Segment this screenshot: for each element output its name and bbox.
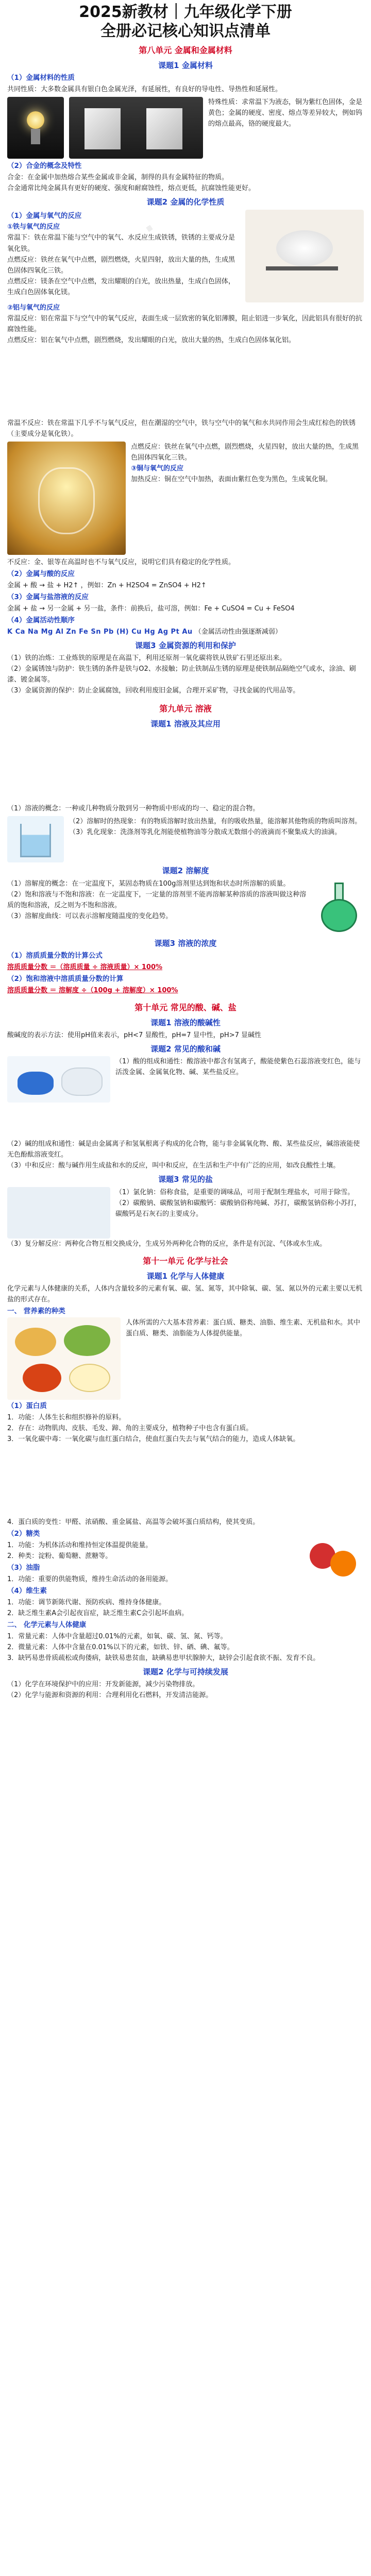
paragraph: 1．功能：为机体活动和维持恒定体温提供能量。 [7,1541,153,1549]
paragraph: （2）化学与能源和资源的利用：合理利用化石燃料，开发清洁能源。 [7,1691,213,1700]
food-photo [7,1317,121,1400]
fruit-photo [302,1528,364,1584]
flask-illustration [315,878,364,935]
paragraph: 点燃反应：铁丝在氧气中点燃，剧烈燃烧，火星四射，放出大量的热，生成黑色固体四氧化三铁。 [7,256,235,275]
salt-photo [7,1187,110,1239]
section-heading: 二、 化学元素与人体健康 [7,1620,87,1629]
figure-row [7,1056,364,1103]
document-title [7,0,364,41]
section-heading: （2）金属与酸的反应 [7,569,75,578]
unit-8-lesson-3: 课题3 金属资源的利用和保护 [135,640,236,650]
paragraph: 4．蛋白质的变性：甲醛、浓硝酸、重金属盐、高温等会破坏蛋白质结构，使其变质。 [7,1518,260,1526]
paragraph: 3．缺钙易患骨质疏松或佝偻病，缺铁易患贫血，缺碘易患甲状腺肿大，缺锌会引起食欲不振、发育不良。 [7,1654,320,1662]
paragraph: 2．微量元素：人体中含量在0.01%以下的元素，如铁、锌、硒、碘、氟等。 [7,1643,234,1651]
paragraph: 2．种类：淀粉、葡萄糖、蔗糖等。 [7,1552,112,1560]
paragraph: 常温下：铁在常温下能与空气中的氧气、水反应生成铁锈，铁锈的主要成分是氧化铁。 [7,234,235,253]
paragraph: 2．存在：动物肌肉、皮肤、毛发、蹄、角的主要成分，植物种子中也含有蛋白质。 [7,1424,253,1432]
paragraph: 点燃反应：铁丝在氧气中点燃，剧烈燃烧，火星四射，放出大量的热，生成黑色固体四氧化三铁。 [131,443,359,462]
section-heading: （4）金属活动性顺序 [7,616,75,624]
paragraph: 3．一氧化碳中毒：一氧化碳与血红蛋白结合，使血红蛋白失去与氧气结合的能力，造成人体缺氧。 [7,1435,300,1443]
title-line-1: 2025新教材｜九年级化学下册 [79,3,292,21]
unit-10-lesson-1: 课题1 溶液的酸碱性 [150,1018,221,1027]
unit-8-lesson-2: 课题2 金属的化学性质 [146,197,225,207]
section-heading: （3）金属与盐溶液的反应 [7,592,89,601]
unit-10-lesson-3: 课题3 常见的盐 [158,1175,213,1184]
section-heading: （2）糖类 [7,1529,40,1538]
figure-row [7,1187,364,1239]
figure-row [7,210,364,302]
paragraph: （1）溶解度的概念：在一定温度下，某固态物质在100g溶剂里达到饱和状态时所溶解的质量。 [7,879,290,888]
spacer [7,731,364,803]
activity-series: K Ca Na Mg Al Zn Fe Sn Pb (H) Cu Hg Ag Pt Au [7,628,193,636]
paragraph: （3）复分解反应：两种化合物互相交换成分，生成另外两种化合物的反应，条件是有沉淀、气体或水生成。 [7,1240,327,1248]
paragraph: 酸碱度的表示方法：使用pH值来表示，pH<7 显酸性，pH=7 显中性，pH>7 显碱性 [7,1031,261,1039]
paragraph: （1）化学在环境保护中的应用：开发新能源，减少污染物排放。 [7,1681,199,1689]
paragraph: （1）溶液的概念：一种或几种物质分散到另一种物质中形成的均一、稳定的混合物。 [7,805,260,813]
minerals-photo [7,1056,110,1103]
iron-burning-flask-photo [7,442,126,555]
paragraph: （2）饱和溶液与不饱和溶液：在一定温度下，一定量的溶剂里不能再溶解某种溶质的溶液叫做这种溶质的饱和溶液，反之则为不饱和溶液。 [7,890,307,909]
paragraph: 金属 + 盐 → 另一金属 + 另一盐，条件：前换后，盐可溶，例如：Fe + CuSO4 = Cu + FeSO4 [7,604,295,613]
unit-9-lesson-2: 课题2 溶解度 [162,866,209,876]
magnesium-burning-photo [245,210,364,302]
subheading: ①铁与氧气的反应 [7,223,60,231]
paragraph: 点燃反应：镁条在空气中点燃，发出耀眼的白光，放出热量，生成白色固体，生成白色固体氧化镁。 [7,277,235,296]
unit-11-heading: 第十一单元 化学与社会 [143,1256,228,1266]
metal-foil-photo [69,97,203,159]
figure-row [7,97,364,159]
unit-11-lesson-1: 课题1 化学与人体健康 [146,1271,225,1281]
section-heading: （1）蛋白质 [7,1401,47,1410]
paragraph: 金属 + 酸 → 盐 + H2↑ ，例如：Zn + H2SO4 = ZnSO4 + H2↑ [7,581,207,589]
figure-row [7,878,364,935]
spacer [7,1103,364,1139]
paragraph: （1）氯化钠：俗称食盐，是重要的调味品，可用于配制生理盐水，可用于除雪。 [115,1188,355,1196]
paragraph: （2）溶解时的热现象：有的物质溶解时放出热量，有的吸收热量，能溶解其他物质的物质叫溶剂。 [69,818,362,826]
figure-row [7,1528,364,1585]
figure-row [7,1317,364,1400]
paragraph: （3）中和反应：酸与碱作用生成盐和水的反应，叫中和反应，在生活和生产中有广泛的应用，如改良酸性土壤。 [7,1162,340,1170]
paragraph: （2）金属锈蚀与防护：铁生锈的条件是铁与O2、水接触；防止铁制品生锈的原理是使铁制品隔绝空气或水，涂油、刷漆、镀金属等。 [7,665,356,684]
section-heading: （4）维生素 [7,1586,47,1595]
paragraph: 点燃反应：铝在氧气中点燃，剧烈燃烧，发出耀眼的白光，放出大量的热，生成白色固体氧化铝。 [7,336,296,344]
spacer [7,1445,364,1517]
subheading: ②铝与氧气的反应 [7,303,60,312]
paragraph: 不反应：金、银等在高温时也不与氧气反应，说明它们具有稳定的化学性质。 [7,558,235,566]
subheading: ③铜与氧气的反应 [131,464,184,472]
paragraph: 1．功能：重要的供能物质，维持生命活动的备用能源。 [7,1575,173,1583]
paragraph: 共同性质：大多数金属具有银白色金属光泽，有延展性，有良好的导电性、导热性和延展性。 [7,86,282,94]
lamp-photo [7,97,64,159]
paragraph: （3）溶解度曲线：可以表示溶解度随温度的变化趋势。 [7,912,173,920]
unit-9-lesson-1: 课题1 溶液及其应用 [150,719,221,728]
unit-10-lesson-2: 课题2 常见的酸和碱 [150,1044,221,1054]
section-heading: （3）油脂 [7,1563,40,1572]
title-line-2: 全册必记核心知识点清单 [100,22,271,40]
formula: 溶质质量分数 ＝（溶质质量 ÷ 溶液质量）× 100% [7,963,163,971]
paragraph: 2．缺乏维生素A会引起夜盲症，缺乏维生素C会引起坏血病。 [7,1609,189,1617]
paragraph: （3）金属资源的保护：防止金属腐蚀，回收利用废旧金属，合理开采矿物，寻找金属的代用品等。 [7,687,300,695]
figure-row [7,442,364,555]
figure-row [7,816,364,862]
paragraph: 化学元素与人体健康的关系，人体内含量较多的元素有氧、碳、氢、氮等，其中除氧、碳、氢、氮以外的元素主要以无机盐的形式存在。 [7,1284,363,1304]
section-heading: （1）溶质质量分数的计算公式 [7,951,103,960]
paragraph: 合金通常比纯金属具有更好的硬度、强度和耐腐蚀性，熔点更低，抗腐蚀性能更好。 [7,184,256,193]
unit-11-lesson-2: 课题2 化学与可持续发展 [143,1667,228,1676]
section-heading: （2）饱和溶液中溶质质量分数的计算 [7,974,124,983]
unit-9-heading: 第九单元 溶液 [159,704,212,714]
paragraph: 1．功能：人体生长和组织修补的原料。 [7,1413,126,1421]
paragraph: 加热反应：铜在空气中加热，表面由紫红色变为黑色，生成氧化铜。 [131,475,332,483]
unit-10-heading: 第十单元 常见的酸、碱、盐 [134,1002,237,1012]
paragraph: 人体所需的六大基本营养素：蛋白质、糖类、油脂、维生素、无机盐和水。其中蛋白质、糖类、油脂能为人体提供能量。 [126,1318,361,1337]
spacer [7,346,364,418]
paragraph: 1．常量元素：人体中含量超过0.01%的元素，如氧、碳、氢、氮、钙等。 [7,1632,227,1640]
paragraph: 1．功能：调节新陈代谢、预防疾病、维持身体健康。 [7,1598,166,1606]
paragraph: 常温不反应：铁在常温下几乎不与氧气反应，但在潮湿的空气中，铁与空气中的氧气和水共同作用会生成红棕色的铁锈（主要成分是氧化铁）。 [7,419,356,438]
section-heading: 一、 营养素的种类 [7,1307,65,1316]
section-heading: （1）金属材料的性质 [7,74,75,82]
section-heading: （2）合金的概念及特性 [7,162,82,171]
paragraph: 特殊性质：求常温下为液态，铜为紫红色固体，金是黄色；金属的硬度、密度、熔点等差异较大，例如钨的熔点最高，铬的硬度最大。 [208,98,363,128]
formula: 溶质质量分数 ＝ 溶解度 ÷（100g + 溶解度）× 100% [7,986,178,994]
unit-8-heading: 第八单元 金属和金属材料 [139,45,232,56]
beaker-photo [7,816,64,862]
paragraph: （2）碱的组成和通性：碱是由金属离子和氢氧根离子构成的化合物，能与非金属氧化物、酸、某些盐反应，碱溶液能使无色酚酞溶液变红。 [7,1140,360,1159]
section-heading: （1）金属与氧气的反应 [7,211,82,220]
activity-series-note: （金属活动性由强逐渐减弱） [194,628,282,636]
paragraph: 常温反应：铝在常温下与空气中的氧气反应，表面生成一层致密的氧化铝薄膜，阻止铝进一步氧化，因此铝具有很好的抗腐蚀性能。 [7,314,363,333]
watermark: · [136,212,163,245]
paragraph: （1）酸的组成和通性：酸溶液中都含有氢离子，酸能使紫色石蕊溶液变红色，能与活泼金属、金属氧化物、碱、某些盐反应。 [115,1058,361,1077]
unit-9-lesson-3: 课题3 溶液的浓度 [154,938,217,948]
paragraph: （1）铁的冶炼：工业炼铁的原理是在高温下，利用还原剂一氧化碳将铁从铁矿石里还原出来。 [7,654,286,662]
unit-8-lesson-1: 课题1 金属材料 [158,61,213,71]
paragraph: （3）乳化现象：洗涤剂等乳化剂能使植物油等分散成无数细小的液滴而不聚集成大的油滴。 [69,828,342,837]
paragraph: 合金：在金属中加热熔合某些金属或非金属，制得的具有金属特征的物质。 [7,174,229,182]
paragraph: （2）碳酸钠、碳酸氢钠和碳酸钙：碳酸钠俗称纯碱、苏打，碳酸氢钠俗称小苏打，碳酸钙是石灰石的主要成分。 [115,1199,361,1218]
